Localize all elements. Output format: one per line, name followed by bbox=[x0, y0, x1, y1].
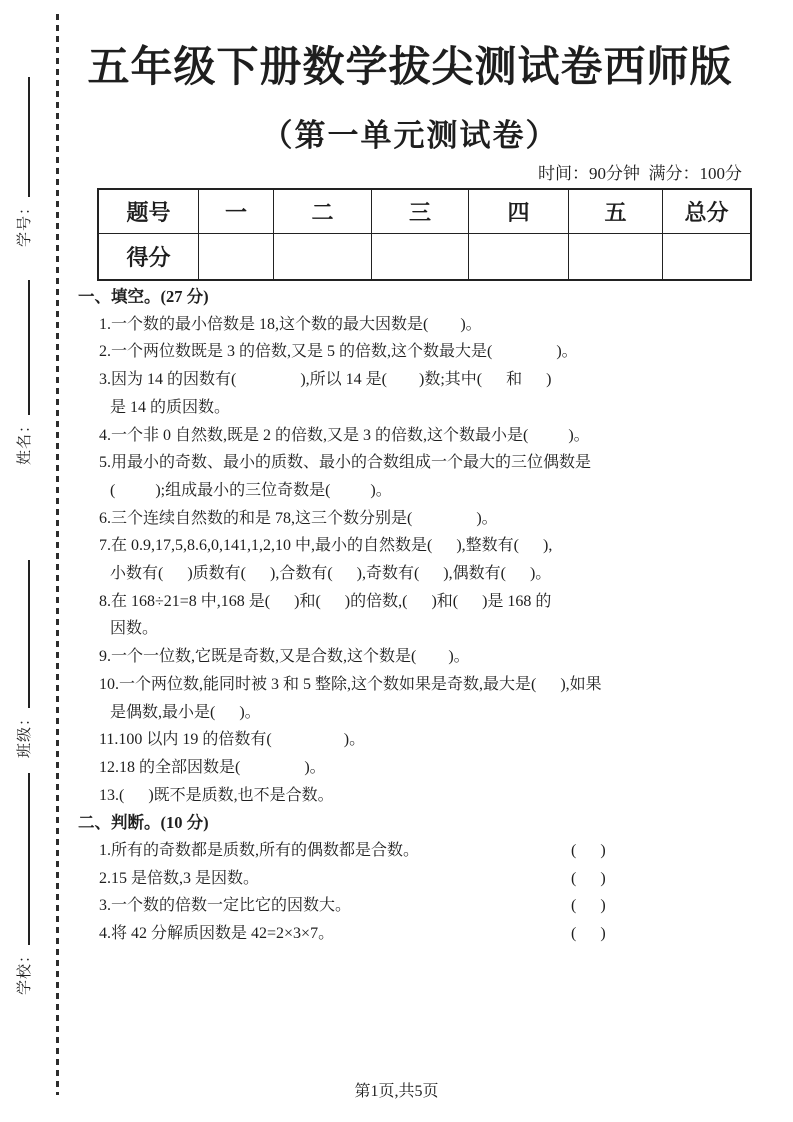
question-line bbox=[99, 588, 750, 616]
score-table-col-header: 一 bbox=[199, 189, 274, 234]
question-text: 4.一个非 0 自然数,既是 2 的倍数,又是 3 的倍数,这个数最小是( )。 bbox=[99, 426, 590, 444]
score-table-col-header: 三 bbox=[372, 189, 469, 234]
question-text: 7.在 0.9,17,5,8.6,0,141,1,2,10 中,最小的自然数是( ),整数有( ), bbox=[99, 537, 553, 555]
question-line bbox=[99, 754, 750, 782]
student-field-label: 学号： bbox=[16, 198, 33, 247]
student-field-blank-line bbox=[16, 773, 30, 945]
question-text: 10.一个两位数,能同时被 3 和 5 整除,这个数如果是奇数,最大是( ),如果 bbox=[99, 675, 602, 693]
score-cell-empty bbox=[372, 234, 469, 281]
judgment-answer-parens: ( ) bbox=[571, 869, 606, 887]
score-table-col-header: 四 bbox=[469, 189, 569, 234]
student-field-0 bbox=[8, 77, 38, 247]
score-table-col-header: 总分 bbox=[663, 189, 752, 234]
judgment-answer-parens: ( ) bbox=[571, 897, 606, 915]
seal-dashed-line bbox=[56, 14, 59, 1095]
score-table-header-row bbox=[98, 189, 751, 234]
question-line bbox=[99, 422, 750, 450]
question-line bbox=[99, 311, 750, 339]
paper-subtitle: （第一单元测试卷） bbox=[261, 118, 559, 153]
question-body bbox=[78, 283, 750, 948]
question-text: 1.一个数的最小倍数是 18,这个数的最大因数是( )。 bbox=[99, 315, 482, 333]
question-line bbox=[99, 643, 750, 671]
question-line bbox=[99, 532, 750, 560]
question-line bbox=[99, 449, 750, 477]
question-text: 3.因为 14 的因数有( ),所以 14 是( )数;其中( 和 ) bbox=[99, 371, 552, 389]
student-field-blank-line bbox=[16, 280, 30, 415]
question-text: 因数。 bbox=[110, 620, 159, 638]
score-cell-empty bbox=[274, 234, 372, 281]
question-line bbox=[99, 366, 750, 394]
question-text: 小数有( )质数有( ),合数有( ),奇数有( ),偶数有( )。 bbox=[110, 565, 552, 583]
question-line bbox=[110, 615, 750, 643]
score-table bbox=[97, 188, 752, 281]
question-text: 2.一个两位数既是 3 的倍数,又是 5 的倍数,这个数最大是( )。 bbox=[99, 343, 578, 361]
section-heading: 一、填空。(27 分) bbox=[78, 287, 209, 306]
question-line bbox=[99, 726, 750, 754]
question-line bbox=[99, 892, 750, 920]
question-line bbox=[110, 699, 750, 727]
score-table-score-row bbox=[98, 234, 751, 281]
question-line bbox=[99, 920, 750, 948]
question-text: 12.18 的全部因数是( )。 bbox=[99, 758, 326, 776]
section-heading: 二、判断。(10 分) bbox=[78, 813, 209, 833]
question-line bbox=[110, 477, 750, 505]
question-text: 8.在 168÷21=8 中,168 是( )和( )的倍数,( )和( )是 168 的 bbox=[99, 592, 552, 610]
score-cell-empty bbox=[663, 234, 752, 281]
question-text: 5.用最小的奇数、最小的质数、最小的合数组成一个最大的三位偶数是 bbox=[99, 454, 592, 472]
score-table-col-header: 二 bbox=[274, 189, 372, 234]
question-text: 4.将 42 分解质因数是 42=2×3×7。 bbox=[99, 925, 335, 943]
question-text: 11.100 以内 19 的倍数有( )。 bbox=[99, 731, 366, 749]
judgment-answer-parens: ( ) bbox=[571, 925, 606, 943]
student-field-label: 班级： bbox=[16, 709, 33, 758]
time-fullscore-info: 时间：90分钟 满分：100分 bbox=[538, 164, 742, 183]
student-field-1 bbox=[8, 280, 38, 465]
student-field-2 bbox=[8, 560, 38, 758]
score-row-label: 得分 bbox=[98, 234, 199, 281]
question-text: 3.一个数的倍数一定比它的因数大。 bbox=[99, 897, 352, 915]
score-cell-empty bbox=[469, 234, 569, 281]
question-text: ( );组成最小的三位奇数是( )。 bbox=[110, 481, 392, 499]
question-line bbox=[99, 837, 750, 865]
student-field-blank-line bbox=[16, 560, 30, 708]
judgment-answer-parens: ( ) bbox=[571, 842, 606, 860]
question-line bbox=[99, 671, 750, 699]
question-text: 是 14 的质因数。 bbox=[110, 398, 231, 416]
question-line bbox=[110, 394, 750, 422]
question-line bbox=[110, 560, 750, 588]
question-line bbox=[99, 505, 750, 533]
question-text: 9.一个一位数,它既是奇数,又是合数,这个数是( )。 bbox=[99, 648, 470, 666]
question-line bbox=[99, 338, 750, 366]
student-field-label: 姓名： bbox=[16, 416, 33, 465]
question-text: 13.( )既不是质数,也不是合数。 bbox=[99, 786, 334, 804]
score-cell-empty bbox=[199, 234, 274, 281]
title-block bbox=[60, 0, 760, 155]
question-line bbox=[99, 782, 750, 810]
score-cell-empty bbox=[569, 234, 663, 281]
score-table-corner-label: 题号 bbox=[98, 189, 199, 234]
question-text: 2.15 是倍数,3 是因数。 bbox=[99, 869, 260, 887]
paper-title: 五年级下册数学拔尖测试卷西师版 bbox=[87, 45, 733, 91]
student-field-label: 学校： bbox=[16, 946, 33, 995]
score-table-col-header: 五 bbox=[569, 189, 663, 234]
question-text: 6.三个连续自然数的和是 78,这三个数分别是( )。 bbox=[99, 509, 498, 527]
question-line bbox=[99, 865, 750, 893]
page-number: 第1页,共5页 bbox=[354, 1083, 439, 1100]
student-field-blank-line bbox=[16, 77, 30, 197]
question-text: 是偶数,最小是( )。 bbox=[110, 703, 261, 721]
student-field-3 bbox=[8, 773, 38, 995]
question-text: 1.所有的奇数都是质数,所有的偶数都是合数。 bbox=[99, 842, 420, 860]
